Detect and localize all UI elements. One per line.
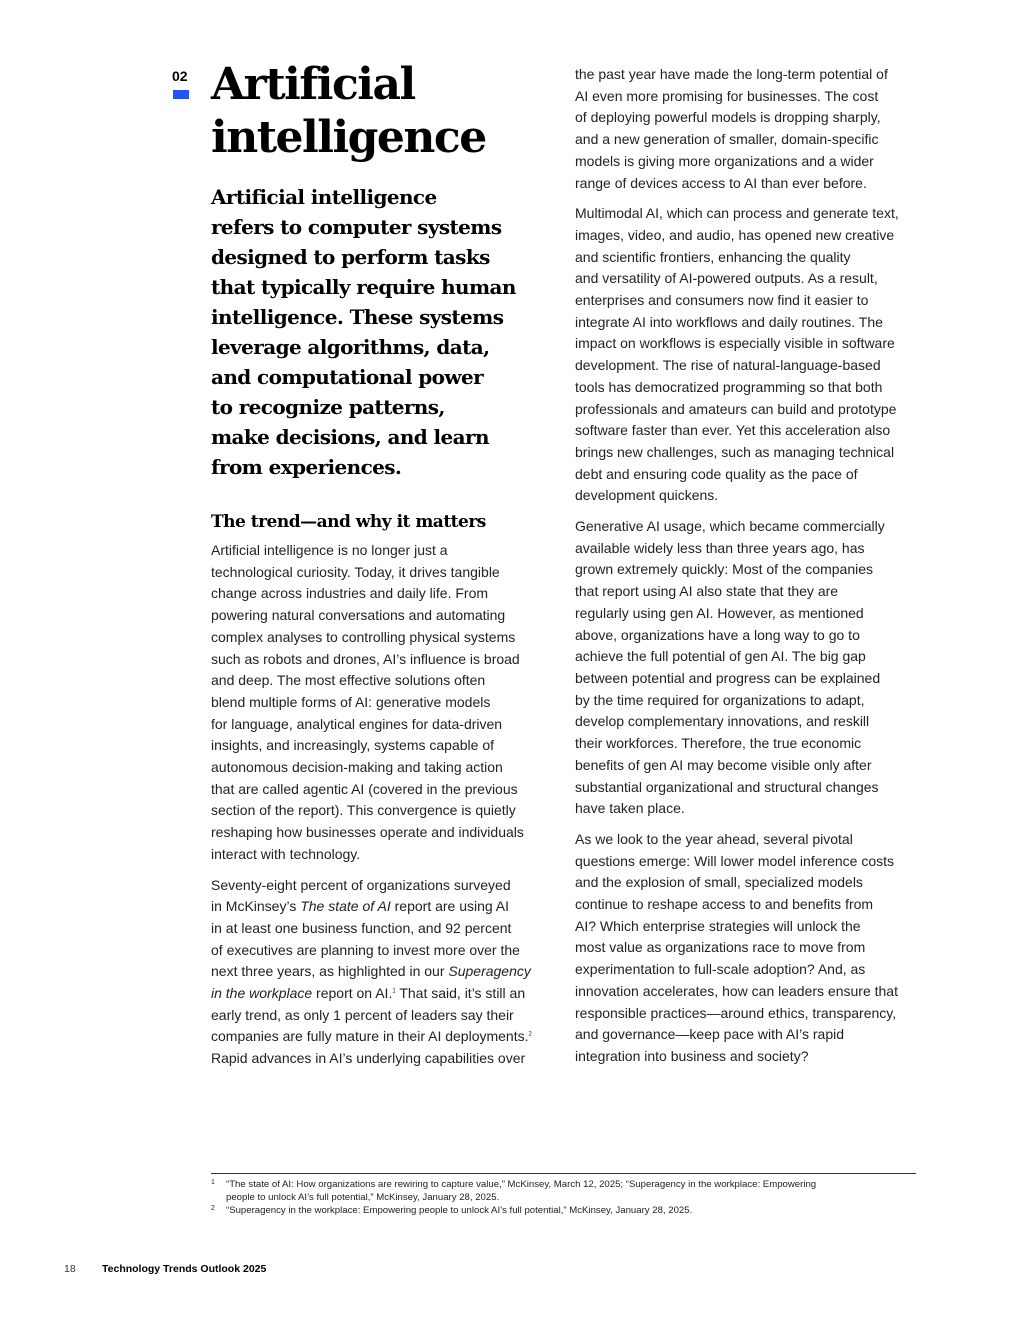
text-line: reshaping how businesses operate and individuals: [211, 824, 524, 841]
body-paragraph: [575, 516, 920, 820]
text-line: complex analyses to controlling physical systems: [211, 628, 516, 645]
text-line: that report using AI also state that they are: [575, 583, 839, 600]
text-line: images, video, and audio, has opened new creative: [575, 226, 895, 243]
text-line: section of the report). This convergence is quietly: [211, 802, 516, 819]
text-line: regularly using gen AI. However, as mentioned: [575, 604, 864, 621]
lede-line: make decisions, and learn: [211, 425, 489, 449]
text-line: tools has democratized programming so that both: [575, 378, 883, 395]
text-line: Rapid advances in AI’s underlying capabilities over: [211, 1050, 526, 1067]
text-line: achieve the full potential of gen AI. The big gap: [575, 648, 866, 665]
page-number: 18: [64, 1263, 76, 1275]
footnote-number: 1: [211, 1179, 215, 1186]
text-run: companies are fully mature in their AI deployments.: [211, 1028, 529, 1045]
text-line: of executives are planning to invest more over the: [211, 941, 520, 958]
text-line: responsible practices—around ethics, transparency,: [575, 1004, 897, 1021]
text-line: continue to reshape access to and benefits from: [575, 896, 874, 913]
text-line: substantial organizational and structural changes: [575, 778, 879, 795]
text-line: brings new challenges, such as managing technical: [575, 443, 895, 460]
text-line: most value as organizations race to move from: [575, 939, 866, 956]
text-run: next three years, as highlighted in our: [211, 963, 449, 980]
lede-line: designed to perform tasks: [211, 245, 490, 269]
body-column-left: [211, 540, 556, 1079]
lede-line: refers to computer systems: [211, 215, 502, 239]
text-line: range of devices access to AI than ever before.: [575, 174, 867, 191]
report-title: Superagency: [448, 963, 531, 980]
lede-line: leverage algorithms, data,: [211, 335, 490, 359]
text-line: above, organizations have a long way to go to: [575, 626, 860, 643]
body-column-right: [575, 64, 920, 1077]
text-line: and scientific frontiers, enhancing the quality: [575, 248, 851, 265]
section-number: 02: [172, 68, 188, 84]
text-line: of deploying powerful models is dropping sharply,: [575, 109, 881, 126]
text-line: early trend, as only 1 percent of leaders say their: [211, 1006, 514, 1023]
title-line: intelligence: [211, 112, 486, 163]
text-line: available widely less than three years ago, has: [575, 539, 865, 556]
text-run: report on AI.: [312, 985, 393, 1002]
page-title: [211, 58, 551, 164]
text-line: in at least one business function, and 92 percent: [211, 919, 512, 936]
text-line: and the explosion of small, specialized models: [575, 874, 863, 891]
text-line: Seventy-eight percent of organizations surveyed: [211, 876, 511, 893]
text-line: develop complementary innovations, and reskill: [575, 713, 870, 730]
lede-line: to recognize patterns,: [211, 395, 445, 419]
text-line: by the time required for organizations to adapt,: [575, 691, 865, 708]
section-accent-mark: [173, 90, 189, 99]
text-line: debt and ensuring code quality as the pace of: [575, 465, 858, 482]
body-paragraph: [575, 64, 920, 194]
body-paragraph: [575, 203, 920, 507]
text-line: their workforces. Therefore, the true economic: [575, 735, 862, 752]
text-line: integrate AI into workflows and daily routines. The: [575, 313, 883, 330]
text-line: for language, analytical engines for data-driven: [211, 715, 503, 732]
text-line: enterprises and consumers now find it easier to: [575, 292, 869, 309]
text-line: autonomous decision-making and taking action: [211, 759, 503, 776]
text-line: experimentation to full-scale adoption? And, as: [575, 961, 866, 978]
text-line: integration into business and society?: [575, 1047, 809, 1064]
text-line: [211, 1026, 556, 1048]
text-line: [211, 961, 556, 983]
text-line: technological curiosity. Today, it drives tangible: [211, 563, 500, 580]
lede-paragraph: [211, 182, 541, 482]
text-line: Generative AI usage, which became commercially: [575, 518, 885, 535]
text-line: between potential and progress can be explained: [575, 669, 881, 686]
footnote-ref[interactable]: 2: [528, 1031, 532, 1038]
footnotes: [211, 1178, 916, 1218]
footnote-number: 2: [211, 1205, 215, 1213]
section-subhead: The trend—and why it matters: [211, 512, 486, 532]
lede-line: that typically require human: [211, 275, 516, 299]
lede-line: from experiences.: [211, 455, 402, 479]
text-run: report are using AI: [390, 898, 510, 915]
text-run: That said, it’s still an: [395, 985, 526, 1002]
footnote-line: “The state of AI: How organizations are rewiring to capture value,” McKinsey, March 12, 2025; “Superagency in the workplace: Empowering: [226, 1179, 817, 1190]
text-line: blend multiple forms of AI: generative models: [211, 693, 491, 710]
text-line: benefits of gen AI may become visible only after: [575, 756, 872, 773]
footnote-line: people to unlock AI’s full potential,” McKinsey, January 28, 2025.: [226, 1192, 500, 1204]
text-line: the past year have made the long-term potential of: [575, 66, 888, 82]
text-line: software faster than ever. Yet this acceleration also: [575, 422, 891, 439]
text-line: such as robots and drones, AI’s influence is broad: [211, 650, 520, 667]
text-line: impact on workflows is especially visible in software: [575, 335, 895, 352]
footnote-item: [211, 1178, 916, 1204]
body-paragraph: [575, 829, 920, 1068]
report-title: in the workplace: [211, 985, 313, 1002]
footnote-line: “Superagency in the workplace: Empowering people to unlock AI’s full potential,” McKinsey, January 28, 2025.: [226, 1205, 693, 1217]
footnote-item: [211, 1204, 916, 1217]
text-run: in McKinsey’s: [211, 898, 301, 915]
text-line: change across industries and daily life. From: [211, 585, 489, 602]
lede-line: intelligence. These systems: [211, 305, 504, 329]
text-line: and versatility of AI-powered outputs. As a result,: [575, 270, 878, 287]
text-line: and governance—keep pace with AI’s rapid: [575, 1026, 845, 1043]
text-line: AI? Which enterprise strategies will unlock the: [575, 917, 861, 934]
report-title: The state of AI: [300, 898, 391, 915]
text-line: grown extremely quickly: Most of the companies: [575, 561, 874, 578]
text-line: models is giving more organizations and a wider: [575, 152, 874, 169]
text-line: questions emerge: Will lower model inference costs: [575, 852, 895, 869]
text-line: that are called agentic AI (covered in the previous: [211, 780, 518, 797]
text-line: professionals and amateurs can build and prototype: [575, 400, 897, 417]
text-line: AI even more promising for businesses. The cost: [575, 87, 879, 104]
text-line: As we look to the year ahead, several pivotal: [575, 830, 853, 847]
text-line: innovation accelerates, how can leaders ensure that: [575, 982, 898, 999]
text-line: Artificial intelligence is no longer just a: [211, 542, 448, 558]
text-line: powering natural conversations and automating: [211, 607, 506, 624]
lede-line: Artificial intelligence: [211, 185, 437, 209]
title-line: Artificial: [211, 59, 415, 110]
text-line: and deep. The most effective solutions often: [211, 672, 486, 689]
text-line: development quickens.: [575, 487, 719, 504]
text-line: and a new generation of smaller, domain-specific: [575, 131, 879, 148]
text-line: [211, 983, 556, 1005]
text-line: [211, 896, 556, 918]
text-line: insights, and increasingly, systems capable of: [211, 737, 494, 754]
text-line: have taken place.: [575, 800, 685, 817]
text-line: Multimodal AI, which can process and generate text,: [575, 205, 899, 222]
lede-line: and computational power: [211, 365, 484, 389]
text-line: development. The rise of natural-language-based: [575, 357, 881, 374]
body-paragraph: [211, 540, 556, 866]
body-paragraph: [211, 875, 556, 1070]
text-line: interact with technology.: [211, 845, 361, 862]
publication-title: Technology Trends Outlook 2025: [102, 1263, 267, 1275]
footnote-ref[interactable]: 1: [392, 988, 396, 995]
footnote-divider: [211, 1173, 916, 1174]
